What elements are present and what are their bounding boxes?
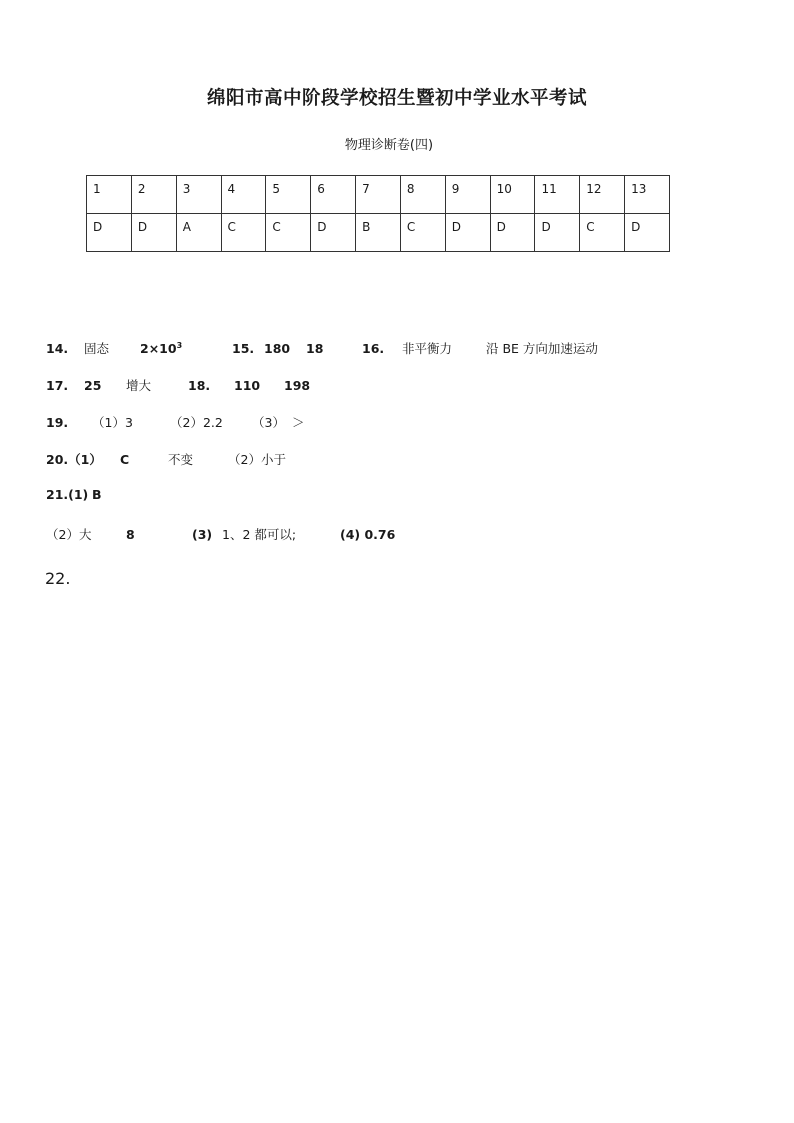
- question-number-cell: 8: [400, 176, 445, 214]
- answer-line-17-18: [46, 376, 310, 394]
- answer-cell: D: [445, 214, 490, 252]
- question-number-cell: 12: [580, 176, 625, 214]
- answer-text: 198: [284, 378, 311, 393]
- question-number-cell: 11: [535, 176, 580, 214]
- answer-cell: D: [535, 214, 580, 252]
- question-number-cell: 7: [356, 176, 401, 214]
- answer-text: 180: [264, 341, 291, 356]
- question-number-cell: 10: [490, 176, 535, 214]
- answer-cell: C: [400, 214, 445, 252]
- answer-cell: B: [356, 214, 401, 252]
- question-number-cell: 13: [625, 176, 670, 214]
- answer-text: 固态: [84, 341, 110, 356]
- answer-base: 2×10: [140, 341, 177, 356]
- question-number-cell: 6: [311, 176, 356, 214]
- answer-cell: C: [580, 214, 625, 252]
- question-label: 14.: [46, 341, 69, 356]
- question-label: 19.: [46, 415, 69, 430]
- table-row-numbers: [87, 176, 670, 214]
- answer-text: （2）大: [46, 527, 92, 542]
- answer-text: 增大: [126, 378, 152, 393]
- answer-cell: C: [266, 214, 311, 252]
- answer-text: （2）2.2: [170, 415, 223, 430]
- answer-cell: C: [221, 214, 266, 252]
- answer-text: 110: [234, 378, 261, 393]
- answer-text: (3): [192, 527, 213, 542]
- answer-text: (4) 0.76: [340, 527, 396, 542]
- answer-table: [86, 175, 670, 252]
- answer-cell: D: [131, 214, 176, 252]
- answer-text: B: [92, 487, 102, 502]
- answer-text: 沿 BE 方向加速运动: [486, 341, 598, 356]
- question-number-cell: 4: [221, 176, 266, 214]
- page-subtitle: 物理诊断卷(四): [344, 138, 434, 153]
- question-label: 17.: [46, 378, 69, 393]
- question-number-cell: 9: [445, 176, 490, 214]
- answer-cell: D: [311, 214, 356, 252]
- answer-text: 不变: [168, 452, 194, 467]
- answer-text: 非平衡力: [402, 341, 453, 356]
- answer-line-20: [46, 450, 286, 468]
- answer-text: C: [120, 452, 130, 467]
- answer-text: （1）3: [92, 415, 133, 430]
- answer-text: 8: [126, 527, 135, 542]
- answer-line-21-part2: [46, 525, 395, 543]
- answer-text: 1、2 都可以;: [222, 527, 297, 542]
- question-22-label: 22.: [45, 569, 71, 588]
- answer-text: 25: [84, 378, 102, 393]
- table-row-answers: [87, 214, 670, 252]
- question-label: 21.(1): [46, 487, 89, 502]
- question-number-cell: 3: [176, 176, 221, 214]
- question-number-cell: 2: [131, 176, 176, 214]
- page-title: 绵阳市高中阶段学校招生暨初中学业水平考试: [206, 88, 587, 109]
- answer-cell: A: [176, 214, 221, 252]
- answer-cell: D: [87, 214, 132, 252]
- answer-text: （2）小于: [228, 452, 286, 467]
- question-label: 20.（1）: [46, 452, 102, 467]
- question-label: 15.: [232, 341, 255, 356]
- answer-text: （3）: [252, 415, 285, 430]
- question-number-cell: 5: [266, 176, 311, 214]
- answer-line-19: [46, 413, 305, 431]
- answer-exponent: 3: [176, 340, 183, 350]
- answer-cell: D: [625, 214, 670, 252]
- answer-text: [140, 341, 232, 356]
- answer-line-14-16: [46, 339, 598, 357]
- answer-text: 18: [306, 341, 324, 356]
- answer-line-21-part1: [46, 487, 102, 502]
- question-label: 16.: [362, 341, 385, 356]
- question-label: 18.: [188, 378, 211, 393]
- answer-text: ＞: [292, 415, 305, 430]
- answer-cell: D: [490, 214, 535, 252]
- question-number-cell: 1: [87, 176, 132, 214]
